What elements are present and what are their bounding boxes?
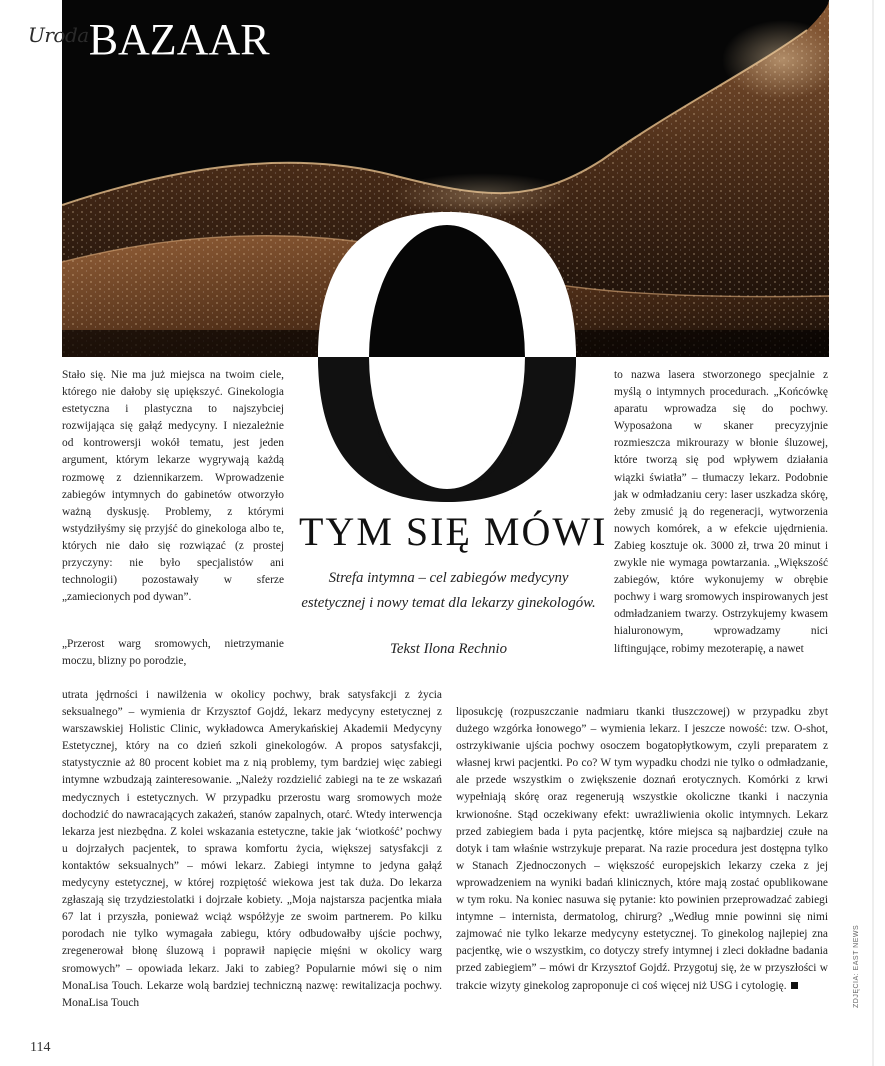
column-right-bottom-body: liposukcję (rozpuszczanie nadmiaru tkanki tłuszczowej) w przypadku zbyt dużego wzgórka łonowego” – wymienia lekarz. I jeszcze nowość: tzw. O-shot, ostrzykiwanie ujścia pochwy osoczem bogatopłytkowym, czyli preparatem z własnej krwi pacjentki. Po co? W tym wypadku chodzi nie tylko o odmładzanie, ale przede wszystkim o zwiększenie doznań erotycznych. Komórki z krwi wypełniają skórę oraz regenerują wszystkie okoliczne tkanki i naczynia krwionośne. Stąd oczekiwany efekt: uwrażliwienia okolic intymnych. Lekarz przed zabiegiem bada i pyta pacjentkę, które miejsca są najbardziej czułe na dotyk i tam właśnie wstrzykuje preparat. Na razie procedura jest dostępna tylko w Stanach Zjednoczonych – większość europejskich lekarzy czeka z jej wprowadzeniem na wyniki badań klinicznych, które mają zostać opublikowane w tym roku. Na koniec nasuwa się pytanie: kto powinien przeprowadzać zabiegi intymne – internista, dermatolog, chirurg? „Według mnie powinni się nimi zajmować nie tylko lekarze medycyny estetycznej. To ginekolog najlepiej zna pacjentkę, wie o wszystkim, co dotyczy strefy intymnej i zleci dokładne badania przed zabiegiem” – mówi dr Krzysztof Gojdź. Przygotuj się, że w przyszłości w trakcie wizyty ginekolog zaproponuje ci coś więcej niż USG i cytologię. xyxy=(456,706,828,992)
column-left-cont-text: „Przerost warg sromowych, nietrzymanie moczu, blizny po porodzie, xyxy=(62,638,284,668)
article-byline: Tekst Ilona Rechnio xyxy=(390,641,507,657)
column-right-bottom-text xyxy=(456,704,828,995)
column-left xyxy=(62,367,284,606)
masthead-prefix: Uroda xyxy=(28,23,89,47)
article-standfirst: Strefa intymna – cel zabiegów medycyny estetycznej i nowy temat dla lekarzy ginekologów. xyxy=(301,570,596,611)
column-right-top xyxy=(614,367,828,658)
column-wide-left xyxy=(62,687,442,1012)
masthead xyxy=(28,14,270,62)
page-edge xyxy=(872,0,874,1066)
column-wide-left-text: utrata jędrności i nawilżenia w okolicy pochwy, brak satysfakcji z życia seksualnego” – wymienia dr Krzysztof Gojdź, lekarz medycyny estetycznej z warszawskiej Holistic Clinic, wykładowca Amerykańskiej Akademii Medycyny Estetycznej, który na co dzień szkoli ginekologów. A propos satysfakcji, statystycznie aż 80 procent kobiet ma z nią problemy, tym bardziej więc zabiegi intymne wzbudzają zainteresowanie. „Należy rozdzielić zabiegi na te ze wskazań medycznych i estetycznych. W przypadku przerostu warg sromowych może dochodzić do nawracających zakażeń, stanów zapalnych, otarć. Wtedy interwencja lekarza jest niezbędna. Z kolei wskazania estetyczne, takie jak ‘wiotkość’ pochwy u dojrzałych pacjentek, to sprawa komfortu życia, większej satysfakcji z kontaktów seksualnych” – mówi lekarz. Zabiegi intymne to jedyna gałąź medycyny estetycznej, w której rozpiętość wiekowa jest tak duża. Do lekarza zgłaszają się trzydziestolatki i dojrzałe kobiety. „Moja najstarsza pacjentka miała 67 lat i przyszła, ponieważ wciąż współżyje ze swoim partnerem. Po kilku porodach nie tylko wymagała zabiegu, który odbudowałby ujście pochwy, zregenerował błonę śluzową i poprawił napięcie mięśni w okolicy warg sromowych” – opowiada lekarz. Jaki to zabieg? Popularnie mówi się o nim MonaLisa Touch. Lekarze wolą bardziej techniczną nazwę: rewitalizacja pochwy. MonaLisa Touch xyxy=(62,689,442,1009)
column-right-bottom xyxy=(456,704,828,995)
article-title: TYM SIĘ MÓWI xyxy=(299,509,608,554)
end-mark-icon xyxy=(791,982,798,989)
column-right-top-text: to nazwa lasera stworzonego specjalnie z myślą o intymnych procedurach. „Końcówkę aparatu wprowadza się do pochwy. Wyposażona w skaner precyzyjnie rozmieszcza mikrourazy w błonie śluzowej, które tworzą się pod wpływem działania wiązki światła” – tłumaczy lekarz. Podobnie jak w odmładzaniu cery: laser uszkadza skórę, żeby zmusić ją do regeneracji, wytworzenia nowych komórek, a w efekcie ujędrnienia. Zabieg kosztuje ok. 3000 zł, trwa 20 minut i zwykle nie wymaga powtarzania. „Większość zabiegów, które wykonujemy w obrębie pochwy i warg sromowych inspirowanych jest odmładzaniem twarzy. Ostrzykujemy kwasem hialuronowym, wprowadzamy nici liftingujące, robimy mezoterapię, a nawet xyxy=(614,369,828,655)
column-left-text: Stało się. Nie ma już miejsca na twoim ciele, którego nie dałoby się upiększyć. Ginekologia estetyczna i plastyczna to najszybciej rozwijająca się gałąź medycyny. I niezależnie od kontrowersji wokół tematu, jest jeden argument, którym lekarze wygrywają każdą rozmowę z dziennikarzem. Wprowadzenie zabiegów intymnych do gabinetów otworzyło ważną dyskusję. Problemy, z którymi wstydziłyśmy się przyjść do ginekologa albo te, których nie dało się rozwiązać (z prostej przyczyny: nie było specjalistów ani technologii) pozostawały w sferze „zamiecionych pod dywan”. xyxy=(62,369,284,604)
page-number: 114 xyxy=(30,1040,51,1055)
masthead-brand: BAZAAR xyxy=(88,15,270,64)
column-left-continued xyxy=(62,636,284,670)
photo-credit: ZDJĘCIA: EAST NEWS xyxy=(853,924,860,1008)
